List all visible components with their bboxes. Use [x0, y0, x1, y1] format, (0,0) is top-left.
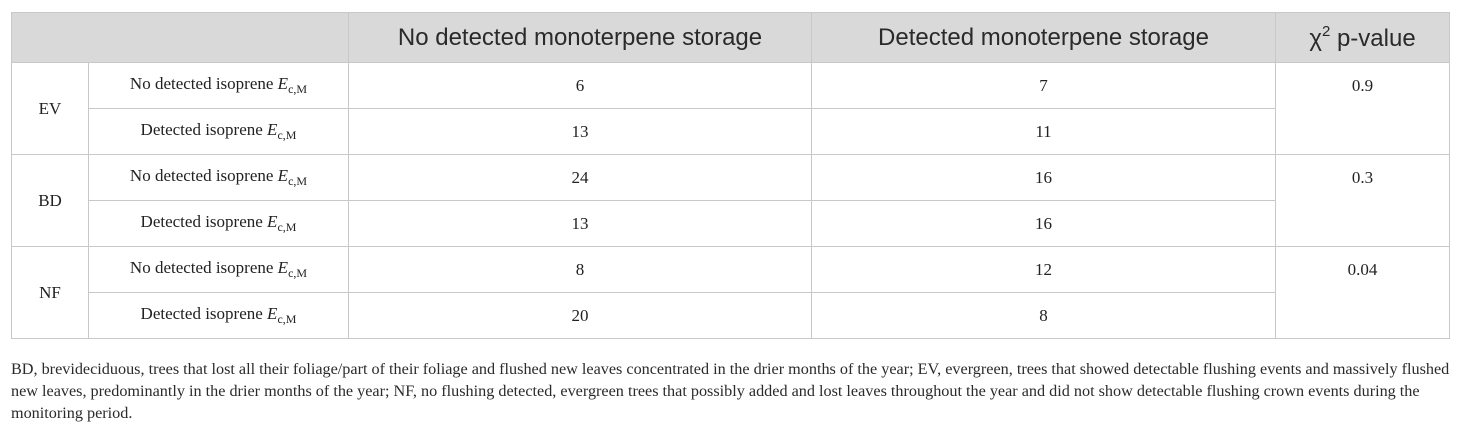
group-label-bd: BD: [12, 155, 89, 247]
table-row: [12, 247, 1450, 293]
row-label-isoprene: Detected isoprene $E_{c,M}$: [89, 293, 349, 339]
header-chi-square-pvalue: [1276, 13, 1450, 63]
cell-no-storage: 20: [349, 293, 812, 339]
cell-no-storage: 8: [349, 247, 812, 293]
cell-no-storage: 13: [349, 201, 812, 247]
row-label-no-isoprene: No detected isoprene $E_{c,M}$: [89, 247, 349, 293]
row-label-no-isoprene: No detected isoprene $E_{c,M}$: [89, 155, 349, 201]
contingency-table: [11, 12, 1450, 339]
cell-pvalue-bd: 0.3: [1276, 155, 1450, 247]
cell-no-storage: 24: [349, 155, 812, 201]
header-blank-group: [12, 13, 89, 63]
cell-no-storage: 6: [349, 63, 812, 109]
pvalue-text: p-value: [1330, 24, 1416, 52]
row-label-no-isoprene: No detected isoprene $E_{c,M}$: [89, 63, 349, 109]
table-row: [12, 155, 1450, 201]
cell-storage: 16: [812, 201, 1276, 247]
cell-storage: 7: [812, 63, 1276, 109]
group-label-nf: NF: [12, 247, 89, 339]
row-label-isoprene: Detected isoprene $E_{c,M}$: [89, 109, 349, 155]
header-monoterpene-storage: Detected monoterpene storage: [812, 13, 1276, 63]
cell-storage: 11: [812, 109, 1276, 155]
table-row: [12, 201, 1450, 247]
cell-pvalue-ev: 0.9: [1276, 63, 1450, 155]
table-row: [12, 109, 1450, 155]
cell-no-storage: 13: [349, 109, 812, 155]
row-label-isoprene: Detected isoprene $E_{c,M}$: [89, 201, 349, 247]
cell-pvalue-nf: 0.04: [1276, 247, 1450, 339]
table-footnote: BD, brevideciduous, trees that lost all their foliage/part of their foliage and flushed new leaves concentrated in the drier months of the year; EV, evergreen, trees that showed detectable flushing events and massively flushed new leaves, predominantly in the drier months of the year; NF, no flushing detected, evergreen trees that possibly added and lost leaves throughout the year and did not show detectable flushing crown events during the monitoring period.: [11, 360, 1450, 422]
table-row: [12, 293, 1450, 339]
cell-storage: 12: [812, 247, 1276, 293]
table-row: [12, 63, 1450, 109]
chi-symbol: χ: [1309, 24, 1322, 52]
group-label-ev: EV: [12, 63, 89, 155]
header-no-monoterpene-storage: No detected monoterpene storage: [349, 13, 812, 63]
cell-storage: 16: [812, 155, 1276, 201]
header-row: [12, 13, 1450, 63]
header-blank-label: [89, 13, 349, 63]
chi-superscript: 2: [1321, 22, 1331, 40]
cell-storage: 8: [812, 293, 1276, 339]
